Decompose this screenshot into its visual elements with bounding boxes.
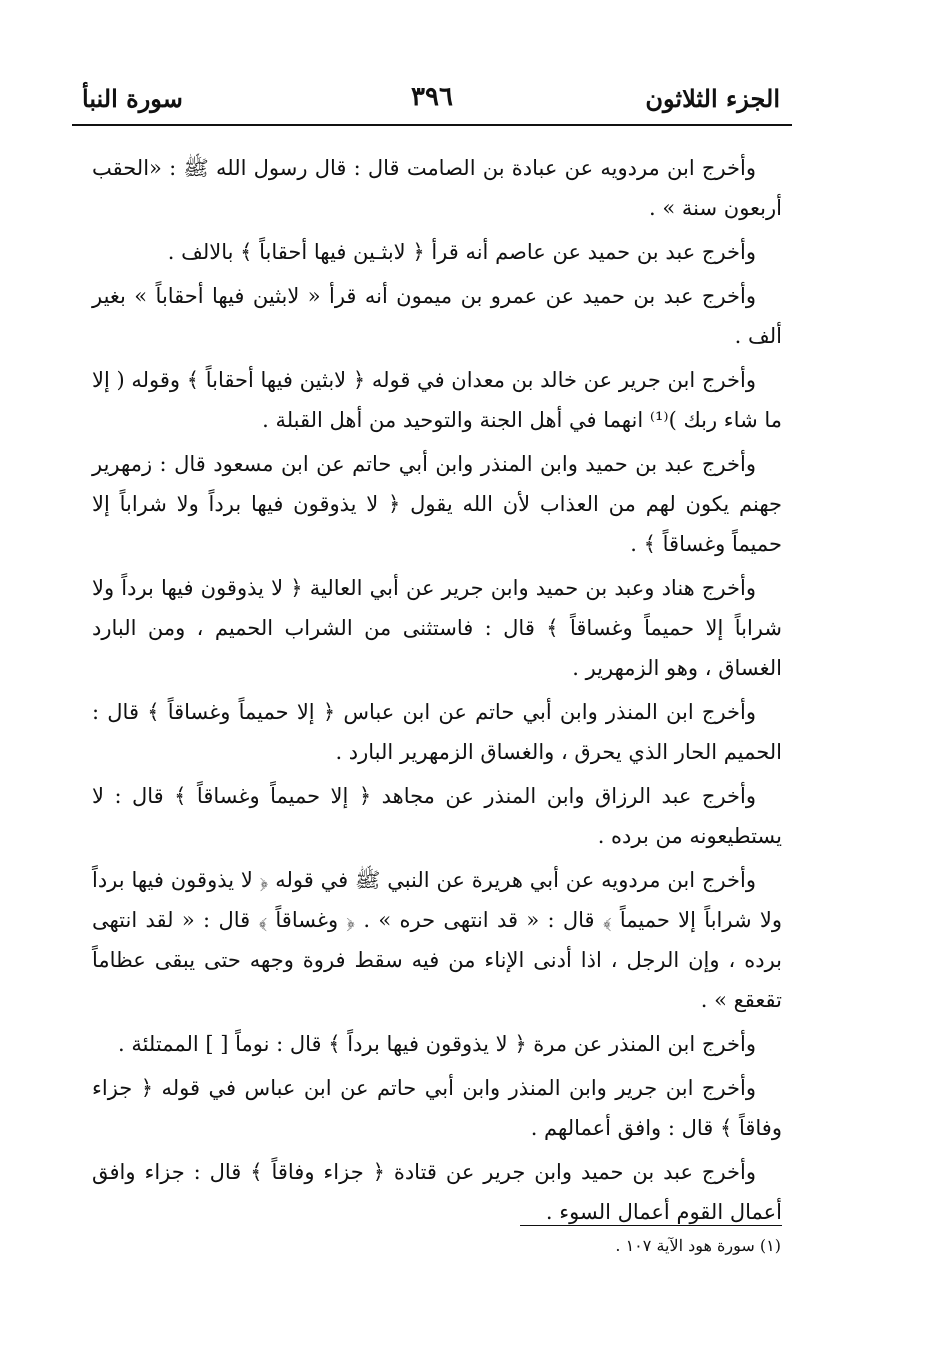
paragraph: وأخرج ابن مردويه عن أبي هريرة عن النبي ﷺ في قوله ﴿ لا يذوقون فيها برداً ولا شراباً إلا حميماً ﴾ قال : « قد انتهى حره » . ﴿ وغساقاً ﴾ قال : « لقد انتهى برده ، وإن الرجل ، اذا أدنى الإناء من فيه سقط فروة وجهه حتى يبقى عظاماً تقعقع » . <box>92 868 782 1012</box>
paragraph: وأخرج عبد بن حميد عن عمرو بن ميمون أنه قرأ « لابثين فيها أحقاباً » بغير ألف . <box>92 284 782 348</box>
paragraph: وأخرج عبد بن حميد عن عاصم أنه قرأ ﴿ لابثـين فيها أحقاباً ﴾ بالالف . <box>167 240 756 264</box>
paragraph: وأخرج عبد الرزاق وابن المنذر عن مجاهد ﴿ إلا حميماً وغساقاً ﴾ قال : لا يستطيعونه من برده . <box>92 784 782 848</box>
paragraph: وأخرج ابن جرير وابن المنذر وابن أبي حاتم عن ابن عباس في قوله ﴿ جزاء وفاقاً ﴾ قال : وافق أعمالهم . <box>92 1076 782 1140</box>
surah-title: سورة النبأ <box>82 84 183 113</box>
header-divider <box>72 124 792 126</box>
page-number: ٣٩٦ <box>411 82 453 112</box>
footnote-divider <box>520 1225 782 1226</box>
paragraph: وأخرج هناد وعبد بن حميد وابن جرير عن أبي العالية ﴿ لا يذوقون فيها برداً ولا شراباً إلا حميماً وغساقاً ﴾ قال : فاستثنى من الشراب الحميم ، ومن البارد الغساق ، وهو الزمهرير . <box>92 576 782 680</box>
part-title: الجزء الثلاثون <box>645 84 780 113</box>
paragraph: وأخرج عبد بن حميد وابن جرير عن قتادة ﴿ جزاء وفاقاً ﴾ قال : جزاء وافق أعمال القوم أعمال السوء . <box>92 1160 782 1224</box>
paragraph: وأخرج ابن المنذر وابن أبي حاتم عن ابن عباس ﴿ إلا حميماً وغساقاً ﴾ قال : الحميم الحار الذي يحرق ، والغساق الزمهرير البارد . <box>92 700 782 764</box>
paragraph: وأخرج ابن المنذر عن مرة ﴿ لا يذوقون فيها برداً ﴾ قال : نوماً [ ] الممتلئة . <box>117 1032 756 1056</box>
paragraph: وأخرج عبد بن حميد وابن المنذر وابن أبي حاتم عن ابن مسعود قال : زمهرير جهنم يكون لهم من العذاب لأن الله يقول ﴿ لا يذوقون فيها برداً ولا شراباً إلا حميماً وغساقاً ﴾ . <box>92 452 782 556</box>
page-body <box>92 148 782 1236</box>
footnote: (١) سورة هود الآية ١٠٧ . <box>615 1236 781 1255</box>
page-header <box>72 80 792 120</box>
paragraph: وأخرج ابن مردويه عن عبادة بن الصامت قال : قال رسول الله ﷺ : «الحقب أربعون سنة » . <box>92 156 782 220</box>
paragraph: وأخرج ابن جرير عن خالد بن معدان في قوله ﴿ لابثين فيها أحقاباً ﴾ وقوله ( إلا ما شاء ربك )⁽¹⁾ انهما في أهل الجنة والتوحيد من أهل القبلة . <box>92 368 782 432</box>
